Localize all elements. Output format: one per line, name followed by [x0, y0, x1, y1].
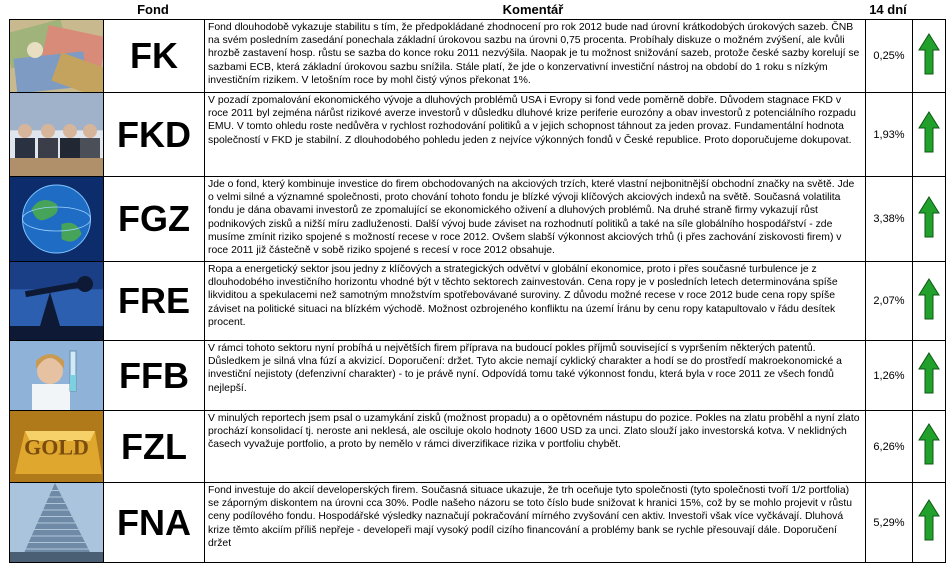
up-arrow-icon: [918, 111, 940, 158]
header-14-dni: 14 dní: [869, 2, 907, 17]
trend-cell: [913, 341, 946, 411]
fund-row: [10, 262, 946, 341]
oil-pump-image: [10, 262, 104, 341]
scientist-image: [10, 341, 104, 411]
fund-comment: Fond investuje do akcií developerských firem. Současná situace ukazuje, že trh oceňuje tyto společnosti (tyto společnosti tvoří 1/2 portfolia) se záporným diskontem na úrovni cca 30%. Podle našeho názoru se toto číslo bude snižovat k hranici 15%, což by se mohlo projevit v růstu ceny podílového fondu. Hospodářské výsledky naznačují pokračování mírného zvyšování cen aktiv. Investoři však více vyčkávají. Dluhová krize těmto akciím příliš nepřeje - developeři mají vysoký podíl cizího financování a problémy bank se rychle přesouvají dále. Doporučení držet: [205, 483, 866, 563]
fund-14-day-change: 6,26%: [866, 411, 913, 483]
up-arrow-icon: [918, 352, 940, 399]
fund-comment: V pozadí zpomalování ekonomického vývoje a dluhových problémů USA i Evropy si fond vede poměrně dobře. Důvodem stagnace FKD v roce 2011 byl zejména nárůst rizikové averze investorů v důsledku dluhové krize periferie eurozóny a obav investorů z potenciálního rozpadu EMU. V tomto ohledu roste nedůvěra v rychlost rozhodování politiků a v jejich schopnost táhnout za jeden provaz. Fundamentální hodnota společností v FKD je stabilní. Z dlouhodobého pohledu jeden z nejvíce výkonných fondů v České republice. Proto doporučujeme dokupovat.: [205, 93, 866, 177]
globe-image: [10, 177, 104, 262]
trend-cell: [913, 20, 946, 93]
fund-comment: V minulých reportech jsem psal o uzamykání zisků (možnost propadu) a o opětovném nástupu do pozice. Pokles na zlatu proběhl a nyní zlato prochází konsolidací tj. neroste ani neklesá, ale osciluje okolo hodnoty 1600 USD za unci. Zlato slouží jako investorská kotva. V neklidných časech vyvažuje portfolio, a proto by nemělo v rámci diverzifikace rizika v portfoliu chybět.: [205, 411, 866, 483]
banknotes-image: [10, 20, 104, 93]
header-komentar: Komentář: [502, 2, 564, 17]
svg-text:GOLD: GOLD: [24, 434, 89, 460]
trend-cell: [913, 483, 946, 563]
trend-cell: [913, 411, 946, 483]
up-arrow-icon: [918, 33, 940, 80]
fund-14-day-change: 3,38%: [866, 177, 913, 262]
fund-14-day-change: 0,25%: [866, 20, 913, 93]
fund-row: [10, 411, 946, 483]
up-arrow-icon: [918, 499, 940, 546]
fund-comment: Ropa a energetický sektor jsou jedny z klíčových a strategických odvětví v globální ekonomice, proto i přes současné turbulence je z dlouhodobého investičního horizontu vhodné být v těchto sektorech zainvestován. Cena ropy je v posledních letech determinována spíše likviditou a spekulacemi než samotným množstvím spotřebovávané suroviny. Z důvodu možné recese v roce 2012 bude cena ropy spíše záviset na politické situaci na blízkém východě. Možnost ozbrojeného konfliktu na území Íránu by cenu ropy katapultovalo v řádu desítek procent.: [205, 262, 866, 341]
fund-row: [10, 177, 946, 262]
funds-table: [9, 19, 946, 563]
fund-code: FZL: [104, 411, 205, 483]
skyscraper-image: [10, 483, 104, 563]
trend-cell: [913, 262, 946, 341]
trend-cell: [913, 177, 946, 262]
fund-code: FNA: [104, 483, 205, 563]
up-arrow-icon: [918, 196, 940, 243]
fund-row: [10, 341, 946, 411]
fund-comment: Fond dlouhodobě vykazuje stabilitu s tím, že předpokládané zhodnocení pro rok 2012 bude nad úrovní krátkodobých úrokových sazeb. ČNB na svém posledním zasedání ponechala základní úrokovou sazbu na úrovni 0,75 procenta. Probíhaly diskuze o možném zvýšení, ale kvůli hrozbě zastavení hosp. růstu se sazba do konce roku 2011 nezvýšila. Naopak je tu možnost snižování sazeb, protože české sazby korelují se sazbami ECB, která základní úrokovou sazbu snížila. Stále platí, že jde o konzervativní investiční nástroj na období do 1 roku s nízkým investičním rizikem. V letošním roce by mohl čistý výnos překonat 1%.: [205, 20, 866, 93]
gold-image: [10, 411, 104, 483]
fund-14-day-change: 2,07%: [866, 262, 913, 341]
header-fond: Fond: [137, 2, 169, 17]
up-arrow-icon: [918, 423, 940, 470]
fund-code: FFB: [104, 341, 205, 411]
up-arrow-icon: [918, 278, 940, 325]
fund-comment: Jde o fond, který kombinuje investice do firem obchodovaných na akciových trzích, které vlastní nejbonitnější obchodní značky na světě. Jde o velmi silné a významné společnosti, proto chování tohoto fondu je blízké vývoji klíčových akciových indexů na světě. Současná volatilita fondu je dána obavami investorů ze zpomalující se ekonomického oživení a dluhových problémů. Na druhé straně firmy vykazují růst podnikových zisků a nižší míru zadluženosti. Další vývoj bude záviset na rozhodnutí politiků a také na síle globálního hospodářství - zde musíme zmínit riziko spojené s možností recese v roce 2012. Ovšem slabší výkonnost akciových trhů (i přes zachování ziskovosti firem) v roce 2011 již částečně v sobě riziko spojené s recesí v roce 2012 obsahuje.: [205, 177, 866, 262]
fund-code: FKD: [104, 93, 205, 177]
fund-comment: V rámci tohoto sektoru nyní probíhá u největších firem příprava na budoucí pokles příjmů související s vypršením některých patentů. Důsledkem je silná vlna fúzí a akvizicí. Doporučení: držet. Tyto akcie nemají cyklický charakter a hodí se do prostředí makroekonomické a investiční nejistoty (defenzivní charakter) - to je právě nyní. Odpovídá tomu také výkonnost fondu, která byla v roce 2011 ze všech fondů nejlepší.: [205, 341, 866, 411]
fund-14-day-change: 1,26%: [866, 341, 913, 411]
fund-code: FGZ: [104, 177, 205, 262]
fund-row: [10, 20, 946, 93]
fund-14-day-change: 5,29%: [866, 483, 913, 563]
fund-code: FRE: [104, 262, 205, 341]
fund-code: FK: [104, 20, 205, 93]
fund-14-day-change: 1,93%: [866, 93, 913, 177]
fund-row: [10, 93, 946, 177]
business-people-image: [10, 93, 104, 177]
trend-cell: [913, 93, 946, 177]
fund-row: [10, 483, 946, 563]
